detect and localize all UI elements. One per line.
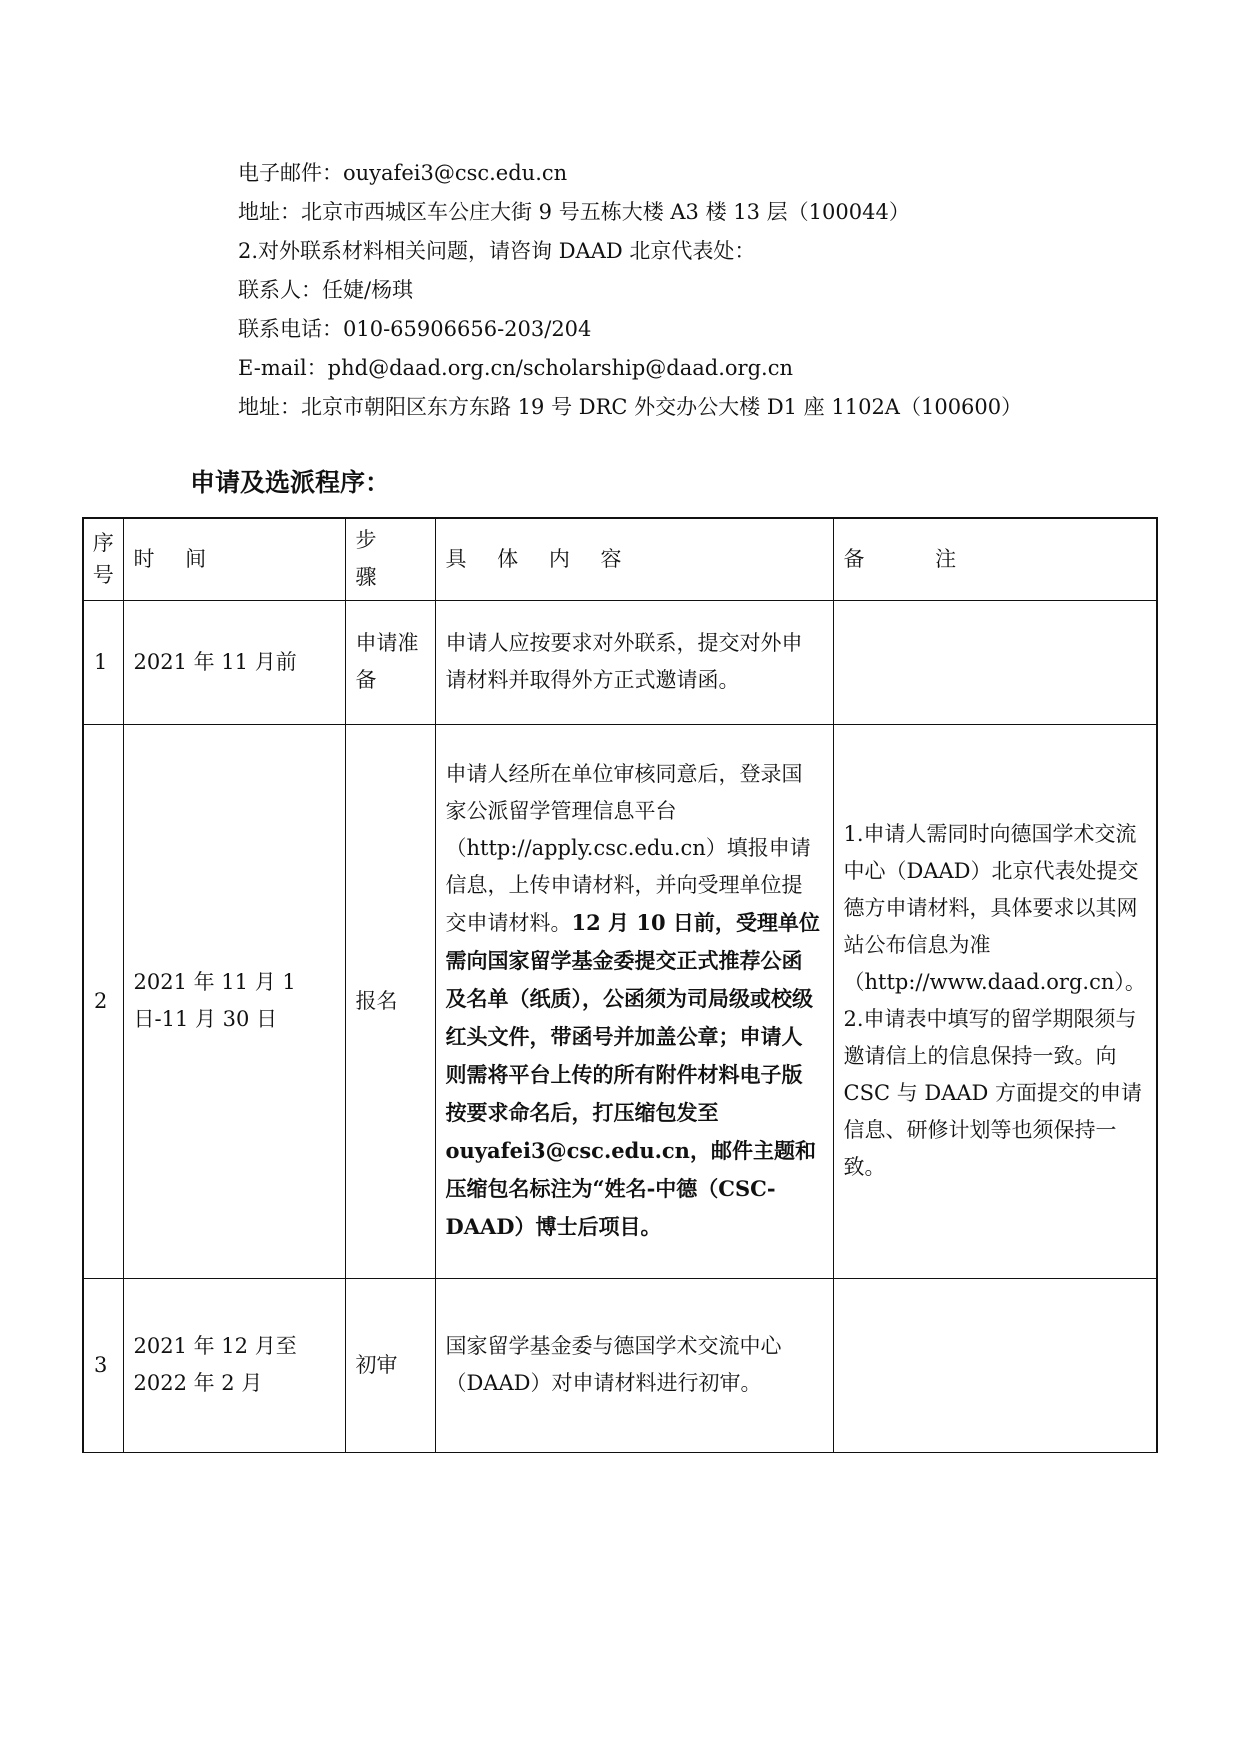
row-2-content [435,724,833,1278]
row-2-seq: 2 [83,724,123,1278]
row-3-time: 2021 年 12 月至 2022 年 2 月 [123,1278,345,1452]
row-3-remarks [833,1278,1157,1452]
row-2-content-bold: 12 月 10 日前，受理单位需向国家留学基金委提交正式推荐公函及名单（纸质），公函须为司局级或校级红头文件，带函号并加盖公章；申请人则需将平台上传的所有附件材料电子版按要求命名后，打压缩包发至 ouyafei3@csc.edu.cn，邮件主题和压缩包名标注为“姓名-中德（CSC-DAAD）博士后项目。 [445,910,820,1239]
header-step-text: 步 骤 [355,528,389,590]
contact-info [238,154,1138,427]
header-seq: 序号 [83,518,123,600]
row-1-content: 申请人应按要求对外联系，提交对外申请材料并取得外方正式邀请函。 [435,600,833,724]
daad-phone: 联系电话：010-65906656-203/204 [238,317,592,341]
table-row [83,600,1157,724]
row-3-content: 国家留学基金委与德国学术交流中心（DAAD）对申请材料进行初审。 [435,1278,833,1452]
row-1-time: 2021 年 11 月前 [123,600,345,724]
header-step [345,518,435,600]
csc-address-line: 地址：北京市西城区车公庄大街 9 号五栋大楼 A3 楼 13 层（100044） [238,200,910,224]
csc-email-line: 电子邮件：ouyafei3@csc.edu.cn [238,161,568,185]
table-row [83,1278,1157,1452]
header-time [123,518,345,600]
row-1-step: 申请准备 [345,600,435,724]
row-2-remark-1: 1.申请人需同时向德国学术交流中心（DAAD）北京代表处提交德方申请材料，具体要求以其网站公布信息为准（http://www.daad.org.cn）。 [843,822,1146,994]
row-1-seq: 1 [83,600,123,724]
header-remarks [833,518,1157,600]
daad-intro-line: 2.对外联系材料相关问题，请咨询 DAAD 北京代表处： [238,239,756,263]
row-2-step: 报名 [345,724,435,1278]
procedure-table [82,517,1158,1453]
header-content-text: 具 体 内 容 [445,546,634,571]
section-heading: 申请及选派程序： [190,468,391,497]
header-content [435,518,833,600]
daad-contact-person: 联系人：任婕/杨琪 [238,278,414,302]
daad-address: 地址：北京市朝阳区东方东路 19 号 DRC 外交办公大楼 D1 座 1102A（100600） [238,395,1023,419]
header-time-text: 时 间 [133,546,219,571]
row-3-step: 初审 [345,1278,435,1452]
daad-email: E-mail：phd@daad.org.cn/scholarship@daad.org.cn [238,356,793,380]
row-2-time: 2021 年 11 月 1 日-11 月 30 日 [123,724,345,1278]
row-3-seq: 3 [83,1278,123,1452]
table-header-row [83,518,1157,600]
row-2-content-plain: 申请人经所在单位审核同意后，登录国家公派留学管理信息平台（http://apply.csc.edu.cn）填报申请信息，上传申请材料，并向受理单位提交申请材料。 [445,762,811,935]
header-remarks-text: 备 注 [843,546,989,571]
row-2-remark-2: 2.申请表中填写的留学期限须与邀请信上的信息保持一致。向 CSC 与 DAAD 方面提交的申请信息、研修计划等也须保持一致。 [843,1007,1143,1179]
table-row [83,724,1157,1278]
row-2-remarks [833,724,1157,1278]
row-1-remarks [833,600,1157,724]
